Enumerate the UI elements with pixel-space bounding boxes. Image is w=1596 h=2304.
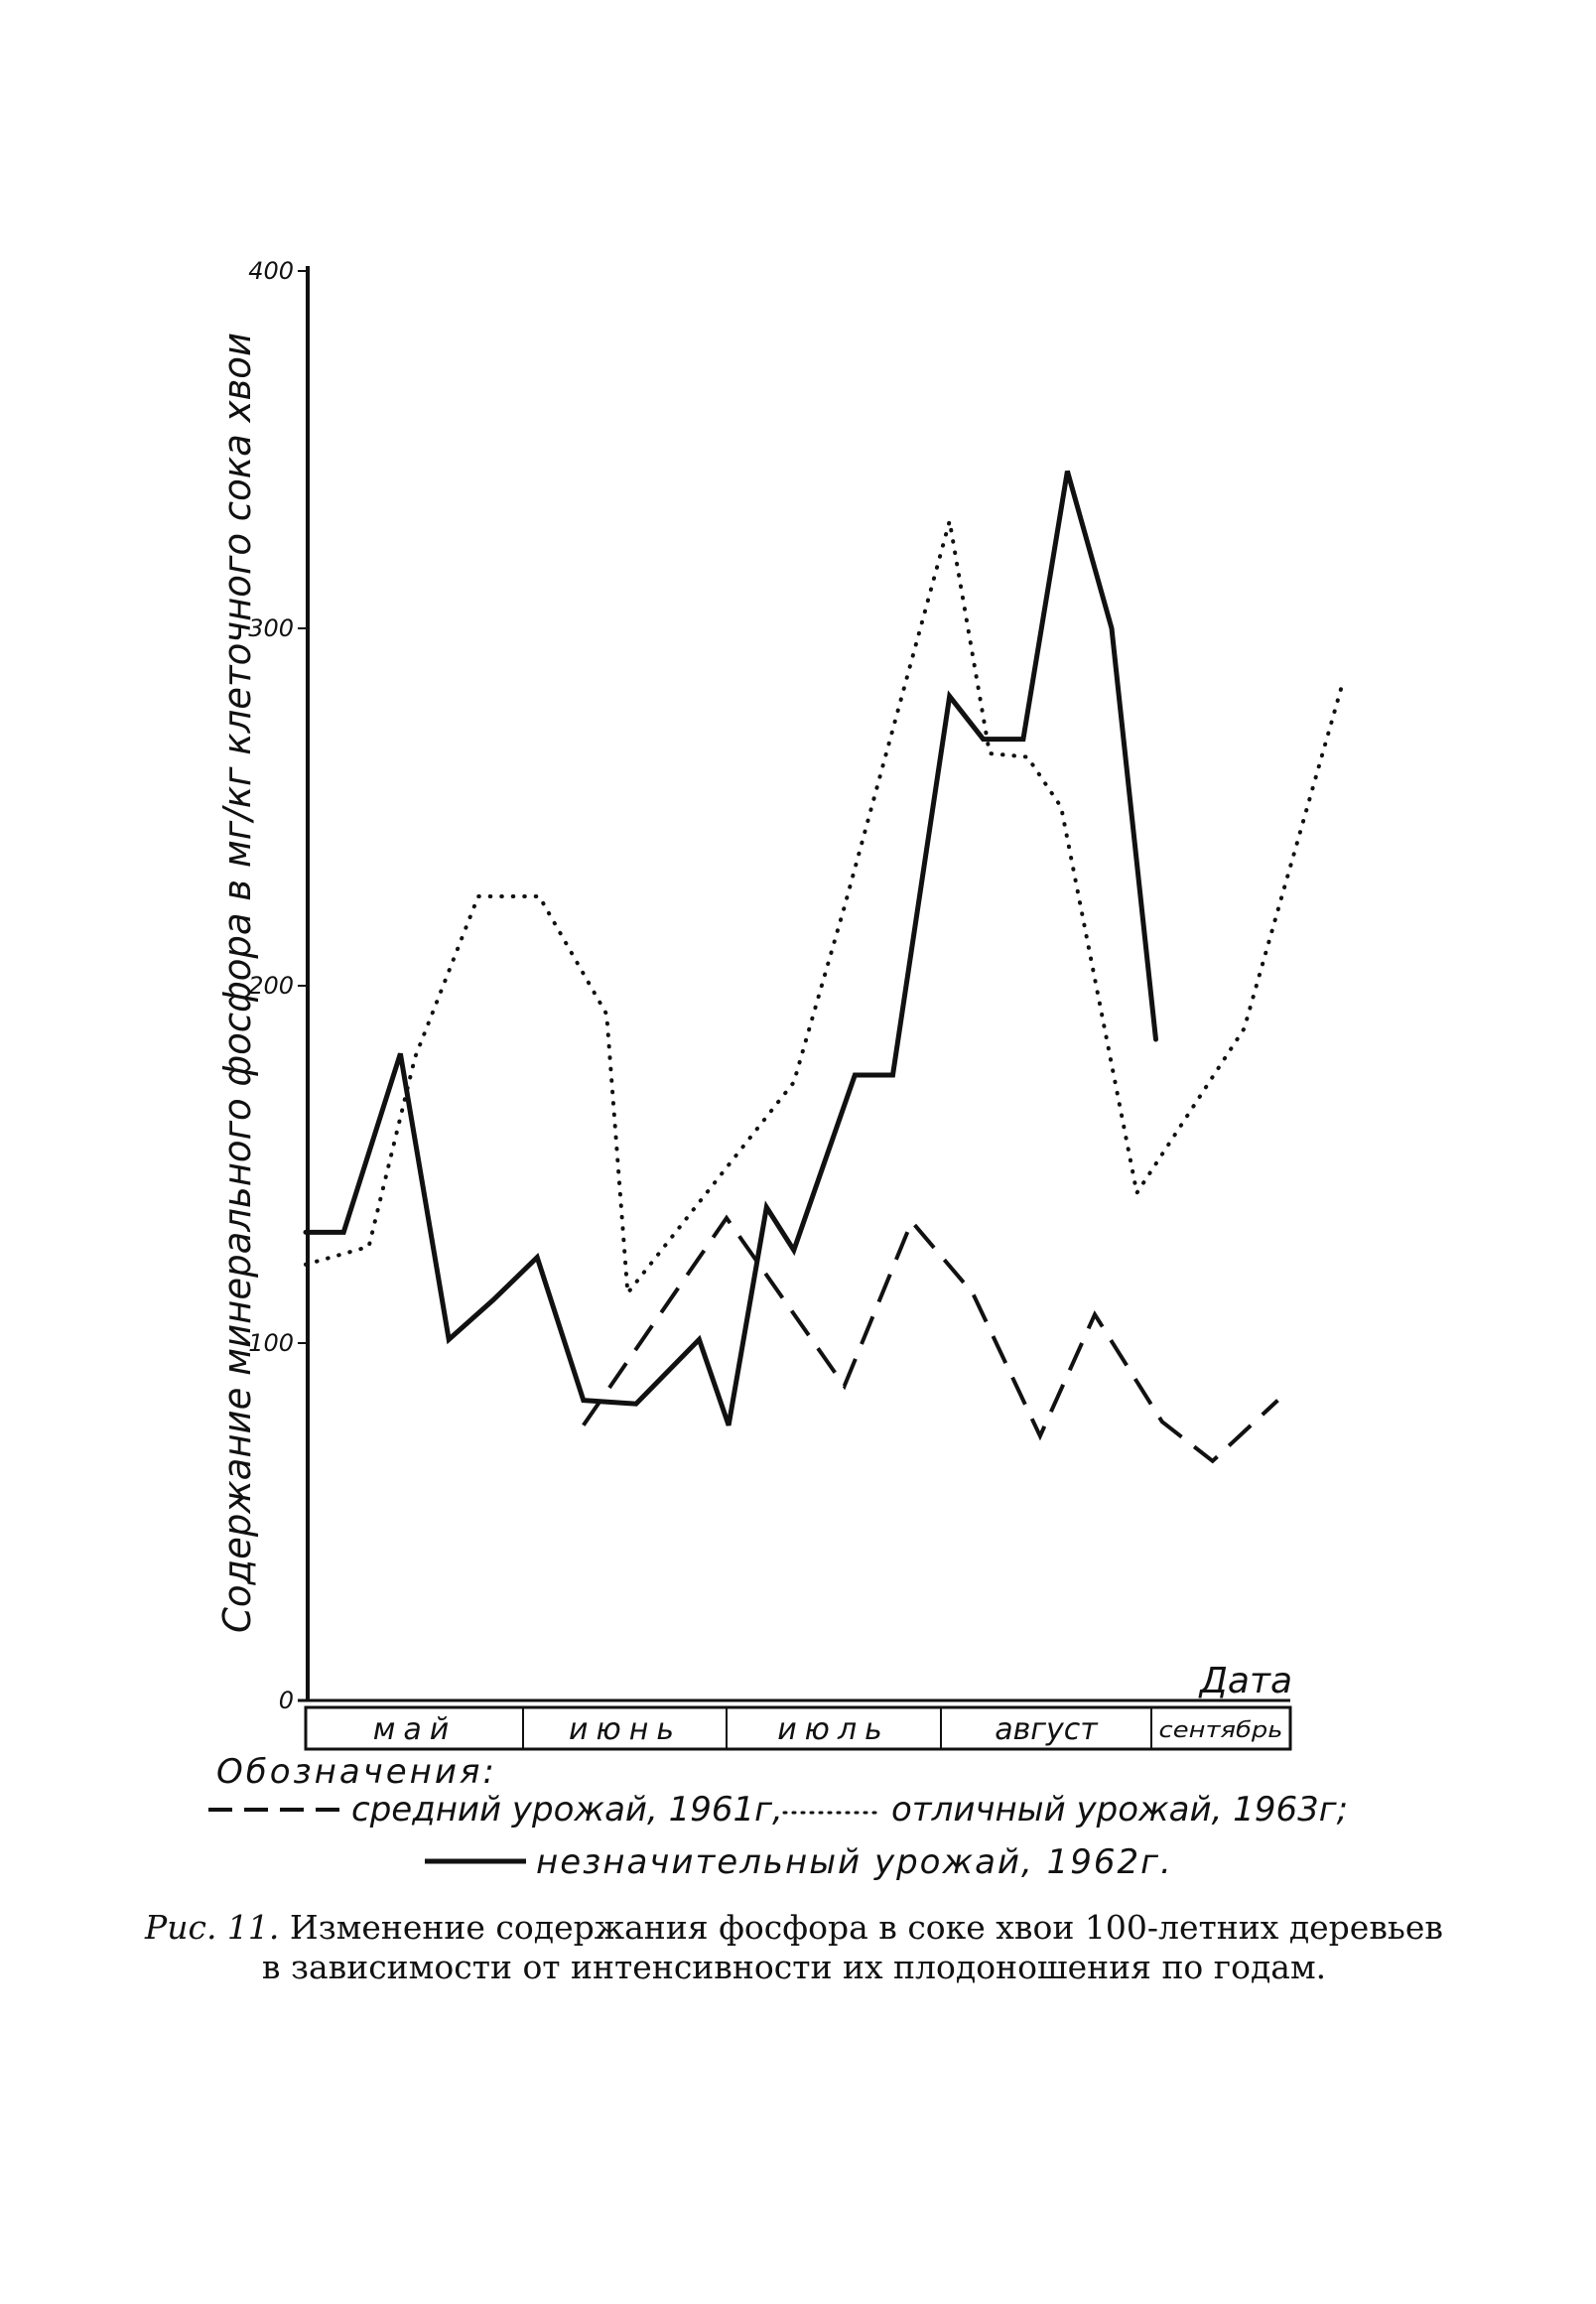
caption-line-1 — [99, 1908, 1489, 1948]
y-tick-label: 300 — [248, 614, 294, 642]
y-tick-label: 400 — [248, 257, 294, 285]
month-label: май — [372, 1712, 458, 1747]
legend-entry-label: незначительный урожай, 1962г. — [536, 1842, 1173, 1882]
month-label: август — [995, 1712, 1098, 1747]
figure-caption — [99, 1908, 1489, 1987]
month-label: сентябрь — [1158, 1718, 1283, 1743]
series-line-dotted — [306, 521, 1341, 1293]
month-label: июль — [777, 1712, 890, 1747]
series-line-dashed — [584, 1218, 1278, 1461]
caption-label: Рис. 11. — [145, 1908, 280, 1947]
y-tick-label: 100 — [248, 1329, 294, 1357]
caption-text-2: в зависимости от интенсивности их плодоношения по годам. — [261, 1948, 1327, 1986]
legend-entry-label: средний урожай, 1961г, — [351, 1790, 783, 1830]
month-label: июнь — [568, 1712, 683, 1747]
y-tick-label: 200 — [248, 972, 294, 1000]
legend-title: Обозначения: — [216, 1752, 497, 1792]
y-axis-label: Содержание минерального фосфора в мг/кг клеточного сока хвои — [215, 297, 259, 1633]
y-tick-label: 0 — [278, 1687, 294, 1714]
series-line-solid — [306, 472, 1156, 1425]
x-axis-label: Дата — [1199, 1661, 1292, 1701]
legend-entry-label: отличный урожай, 1963г; — [891, 1790, 1349, 1830]
caption-text-1: Изменение содержания фосфора в соке хвои 100-летних деревьев — [289, 1908, 1443, 1947]
